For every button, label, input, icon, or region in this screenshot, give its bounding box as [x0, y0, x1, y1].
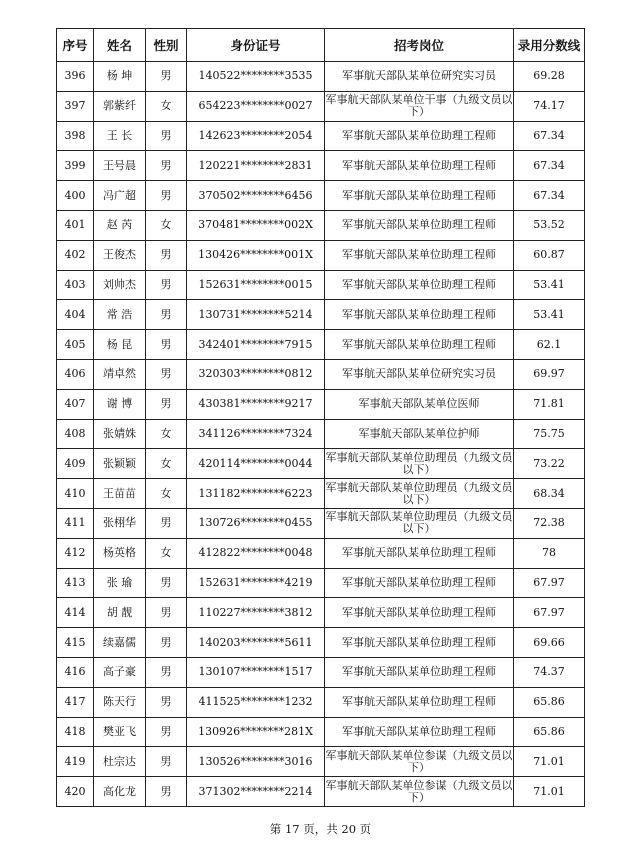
table-row	[57, 210, 585, 240]
id-number-cell: 430381********9217	[187, 389, 325, 419]
score-cell: 72.38	[514, 508, 585, 538]
score-cell: 65.86	[514, 687, 585, 717]
gender-cell: 男	[146, 657, 187, 687]
id-number-cell: 130731********5214	[187, 300, 325, 330]
table-row	[57, 687, 585, 717]
id-number-cell: 131182********6223	[187, 479, 325, 509]
score-cell: 69.66	[514, 628, 585, 658]
id-number-cell: 412822********0048	[187, 538, 325, 568]
table-row	[57, 479, 585, 509]
table-row	[57, 91, 585, 121]
serial-cell: 420	[57, 777, 94, 807]
id-number-cell: 130726********0455	[187, 508, 325, 538]
table-row	[57, 538, 585, 568]
header-name: 姓名	[94, 29, 146, 62]
gender-cell: 男	[146, 687, 187, 717]
position-cell: 军事航天部队某单位助理工程师	[325, 300, 514, 330]
id-number-cell: 654223********0027	[187, 91, 325, 121]
score-cell: 60.87	[514, 240, 585, 270]
score-cell: 69.97	[514, 359, 585, 389]
position-cell: 军事航天部队某单位医师	[325, 389, 514, 419]
position-cell: 军事航天部队某单位研究实习员	[325, 62, 514, 92]
gender-cell: 女	[146, 419, 187, 449]
name-cell: 王苗苗	[94, 479, 146, 509]
gender-cell: 女	[146, 210, 187, 240]
serial-cell: 409	[57, 449, 94, 479]
position-cell: 军事航天部队某单位助理工程师	[325, 330, 514, 360]
gender-cell: 女	[146, 449, 187, 479]
gender-cell: 男	[146, 508, 187, 538]
id-number-cell: 342401********7915	[187, 330, 325, 360]
table-row	[57, 181, 585, 211]
serial-cell: 399	[57, 151, 94, 181]
name-cell: 王号晨	[94, 151, 146, 181]
gender-cell: 男	[146, 300, 187, 330]
serial-cell: 400	[57, 181, 94, 211]
score-cell: 74.37	[514, 657, 585, 687]
score-cell: 67.34	[514, 181, 585, 211]
table-row	[57, 568, 585, 598]
name-cell: 张栩华	[94, 508, 146, 538]
header-id-number: 身份证号	[187, 29, 325, 62]
score-cell: 78	[514, 538, 585, 568]
gender-cell: 男	[146, 270, 187, 300]
table-body	[57, 62, 585, 807]
name-cell: 胡 靓	[94, 598, 146, 628]
name-cell: 杨英格	[94, 538, 146, 568]
serial-cell: 417	[57, 687, 94, 717]
table-row	[57, 151, 585, 181]
gender-cell: 男	[146, 717, 187, 747]
header-serial: 序号	[57, 29, 94, 62]
score-cell: 53.41	[514, 300, 585, 330]
gender-cell: 男	[146, 359, 187, 389]
name-cell: 赵 芮	[94, 210, 146, 240]
serial-cell: 407	[57, 389, 94, 419]
id-number-cell: 130107********1517	[187, 657, 325, 687]
serial-cell: 413	[57, 568, 94, 598]
score-cell: 67.34	[514, 121, 585, 151]
position-cell: 军事航天部队某单位参谋（九级文员以下）	[325, 747, 514, 777]
score-cell: 67.97	[514, 598, 585, 628]
id-number-cell: 152631********4219	[187, 568, 325, 598]
gender-cell: 女	[146, 91, 187, 121]
score-cell: 53.41	[514, 270, 585, 300]
table-row	[57, 389, 585, 419]
score-cell: 69.28	[514, 62, 585, 92]
id-number-cell: 341126********7324	[187, 419, 325, 449]
table-row	[57, 777, 585, 807]
table-row	[57, 747, 585, 777]
id-number-cell: 130526********3016	[187, 747, 325, 777]
name-cell: 高化龙	[94, 777, 146, 807]
id-number-cell: 140203********5611	[187, 628, 325, 658]
header-score: 录用分数线	[514, 29, 585, 62]
name-cell: 王 长	[94, 121, 146, 151]
score-cell: 71.01	[514, 777, 585, 807]
header-gender: 性别	[146, 29, 187, 62]
position-cell: 军事航天部队某单位参谋（九级文员以下）	[325, 777, 514, 807]
score-cell: 65.86	[514, 717, 585, 747]
serial-cell: 405	[57, 330, 94, 360]
id-number-cell: 420114********0044	[187, 449, 325, 479]
table-row	[57, 449, 585, 479]
position-cell: 军事航天部队某单位助理工程师	[325, 628, 514, 658]
serial-cell: 418	[57, 717, 94, 747]
table-row	[57, 598, 585, 628]
gender-cell: 男	[146, 330, 187, 360]
position-cell: 军事航天部队某单位助理工程师	[325, 717, 514, 747]
serial-cell: 401	[57, 210, 94, 240]
id-number-cell: 110227********3812	[187, 598, 325, 628]
serial-cell: 397	[57, 91, 94, 121]
score-cell: 74.17	[514, 91, 585, 121]
gender-cell: 男	[146, 389, 187, 419]
table-row	[57, 270, 585, 300]
gender-cell: 男	[146, 747, 187, 777]
gender-cell: 男	[146, 62, 187, 92]
gender-cell: 男	[146, 777, 187, 807]
table-row	[57, 359, 585, 389]
score-cell: 71.81	[514, 389, 585, 419]
table-row	[57, 657, 585, 687]
name-cell: 高子豪	[94, 657, 146, 687]
position-cell: 军事航天部队某单位助理工程师	[325, 657, 514, 687]
name-cell: 常 浩	[94, 300, 146, 330]
name-cell: 谢 博	[94, 389, 146, 419]
score-cell: 62.1	[514, 330, 585, 360]
serial-cell: 408	[57, 419, 94, 449]
id-number-cell: 130426********001X	[187, 240, 325, 270]
id-number-cell: 411525********1232	[187, 687, 325, 717]
position-cell: 军事航天部队某单位助理员（九级文员以下）	[325, 508, 514, 538]
position-cell: 军事航天部队某单位护师	[325, 419, 514, 449]
name-cell: 冯广超	[94, 181, 146, 211]
gender-cell: 男	[146, 628, 187, 658]
position-cell: 军事航天部队某单位助理工程师	[325, 151, 514, 181]
serial-cell: 414	[57, 598, 94, 628]
table-row	[57, 62, 585, 92]
serial-cell: 406	[57, 359, 94, 389]
name-cell: 郭紫纤	[94, 91, 146, 121]
gender-cell: 男	[146, 121, 187, 151]
position-cell: 军事航天部队某单位助理员（九级文员以下）	[325, 449, 514, 479]
name-cell: 陈天行	[94, 687, 146, 717]
serial-cell: 403	[57, 270, 94, 300]
id-number-cell: 152631********0015	[187, 270, 325, 300]
name-cell: 杜宗达	[94, 747, 146, 777]
position-cell: 军事航天部队某单位助理工程师	[325, 598, 514, 628]
id-number-cell: 370502********6456	[187, 181, 325, 211]
score-cell: 67.34	[514, 151, 585, 181]
serial-cell: 416	[57, 657, 94, 687]
serial-cell: 398	[57, 121, 94, 151]
name-cell: 靖卓然	[94, 359, 146, 389]
name-cell: 樊亚飞	[94, 717, 146, 747]
score-cell: 71.01	[514, 747, 585, 777]
name-cell: 张颖颖	[94, 449, 146, 479]
serial-cell: 412	[57, 538, 94, 568]
serial-cell: 411	[57, 508, 94, 538]
position-cell: 军事航天部队某单位助理工程师	[325, 270, 514, 300]
id-number-cell: 142623********2054	[187, 121, 325, 151]
table-row	[57, 121, 585, 151]
id-number-cell: 120221********2831	[187, 151, 325, 181]
position-cell: 军事航天部队某单位助理员（九级文员以下）	[325, 479, 514, 509]
serial-cell: 404	[57, 300, 94, 330]
table-row	[57, 419, 585, 449]
id-number-cell: 140522********3535	[187, 62, 325, 92]
gender-cell: 男	[146, 598, 187, 628]
table-header-row	[57, 29, 585, 62]
serial-cell: 396	[57, 62, 94, 92]
table-row	[57, 300, 585, 330]
table-row	[57, 508, 585, 538]
position-cell: 军事航天部队某单位助理工程师	[325, 687, 514, 717]
score-cell: 73.22	[514, 449, 585, 479]
position-cell: 军事航天部队某单位助理工程师	[325, 210, 514, 240]
name-cell: 续嘉儒	[94, 628, 146, 658]
name-cell: 张 瑜	[94, 568, 146, 598]
id-number-cell: 371302********2214	[187, 777, 325, 807]
id-number-cell: 370481********002X	[187, 210, 325, 240]
score-cell: 53.52	[514, 210, 585, 240]
serial-cell: 410	[57, 479, 94, 509]
name-cell: 杨 坤	[94, 62, 146, 92]
score-cell: 68.34	[514, 479, 585, 509]
gender-cell: 男	[146, 151, 187, 181]
position-cell: 军事航天部队某单位研究实习员	[325, 359, 514, 389]
id-number-cell: 320303********0812	[187, 359, 325, 389]
name-cell: 张婧姝	[94, 419, 146, 449]
table-row	[57, 330, 585, 360]
table-row	[57, 717, 585, 747]
table-row	[57, 628, 585, 658]
gender-cell: 女	[146, 538, 187, 568]
serial-cell: 419	[57, 747, 94, 777]
name-cell: 王俊杰	[94, 240, 146, 270]
gender-cell: 男	[146, 568, 187, 598]
position-cell: 军事航天部队某单位助理工程师	[325, 181, 514, 211]
position-cell: 军事航天部队某单位助理工程师	[325, 240, 514, 270]
page-footer: 第 17 页，共 20 页	[269, 822, 372, 836]
gender-cell: 男	[146, 181, 187, 211]
position-cell: 军事航天部队某单位助理工程师	[325, 568, 514, 598]
gender-cell: 男	[146, 240, 187, 270]
position-cell: 军事航天部队某单位干事（九级文员以下）	[325, 91, 514, 121]
position-cell: 军事航天部队某单位助理工程师	[325, 121, 514, 151]
serial-cell: 415	[57, 628, 94, 658]
admission-score-table	[56, 28, 585, 807]
score-cell: 67.97	[514, 568, 585, 598]
name-cell: 杨 昆	[94, 330, 146, 360]
gender-cell: 女	[146, 479, 187, 509]
serial-cell: 402	[57, 240, 94, 270]
table-row	[57, 240, 585, 270]
header-position: 招考岗位	[325, 29, 514, 62]
score-cell: 75.75	[514, 419, 585, 449]
id-number-cell: 130926********281X	[187, 717, 325, 747]
position-cell: 军事航天部队某单位助理工程师	[325, 538, 514, 568]
name-cell: 刘帅杰	[94, 270, 146, 300]
